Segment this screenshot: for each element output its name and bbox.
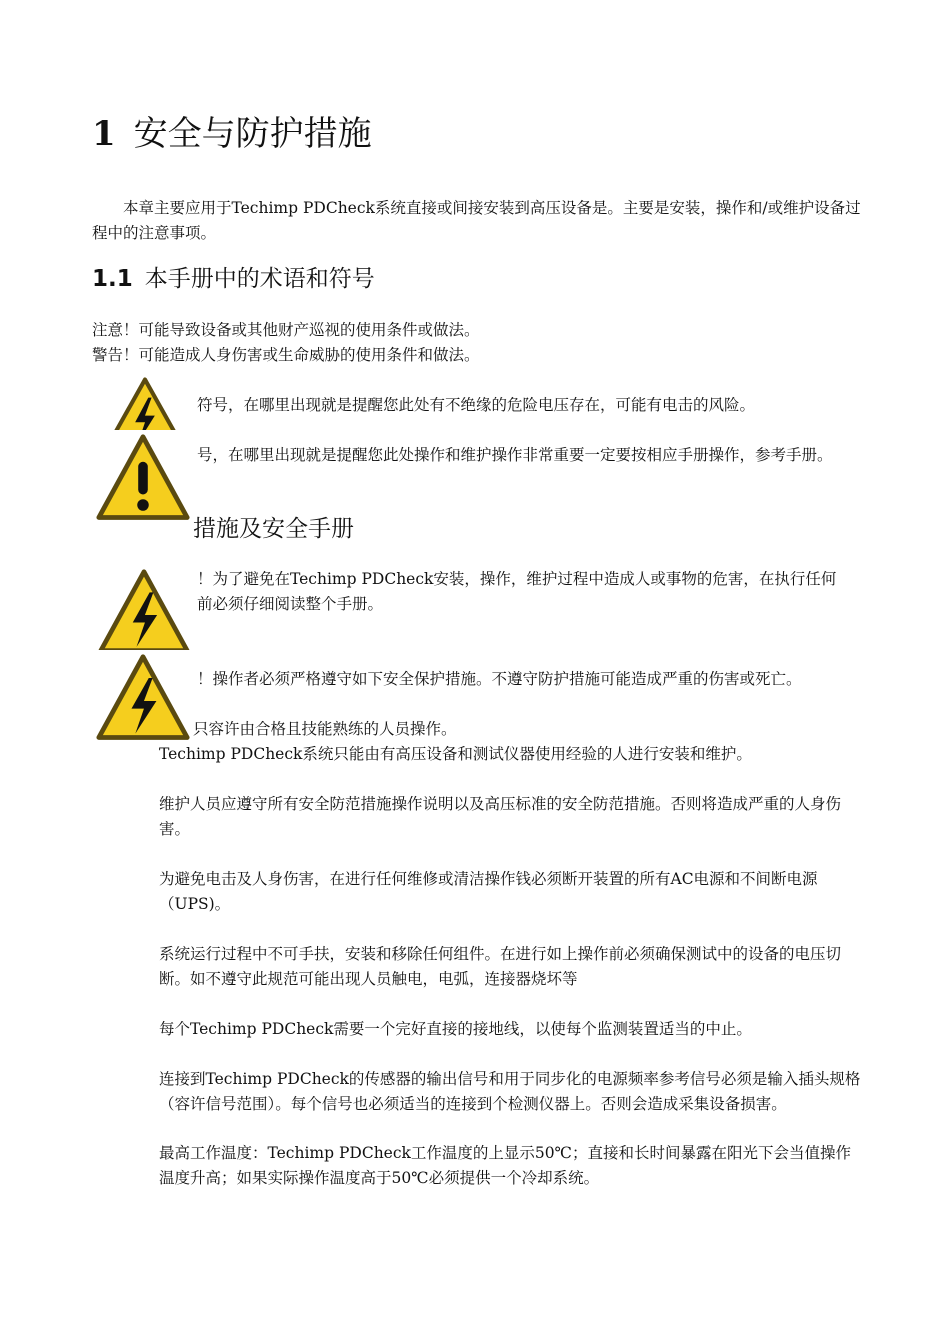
chapter-title [92, 106, 372, 155]
safety-paragraph-2: 维护人员应遵守所有安全防范措施操作说明以及高压标准的安全防范措施。否则将造成严重的人身伤害。 [159, 795, 842, 838]
high-voltage-warning-icon [97, 568, 191, 650]
attention-symbol-text: 号，在哪里出现就是提醒您此处操作和维护操作非常重要一定要按相应手册操作，参考手册。 [197, 446, 833, 464]
high-voltage-warning-icon [95, 652, 191, 750]
safety-paragraph-4: 系统运行过程中不可手扶，安装和移除任何组件。在进行如上操作前必须确保测试中的设备的电压切断。如不遵守此规范可能出现人员触电，电弧，连接器烧坏等 [159, 945, 842, 988]
high-voltage-warning-icon [104, 374, 186, 430]
safety-paragraph-6: 连接到Techimp PDCheck的传感器的输出信号和用于同步化的电源频率参考信号必须是输入插头规格（容许信号范围）。每个信号也必须适当的连接到个检测仪器上。否则会造成采集设备损害。 [159, 1070, 861, 1113]
section-heading-1-1 [92, 260, 375, 293]
section-heading-1-2 [193, 510, 354, 543]
qualified-personnel-text: 只容许由合格且技能熟练的人员操作。 [193, 720, 457, 738]
chapter-number: 1 [92, 114, 116, 154]
warning-read-manual-line2: 前必须仔细阅读整个手册。 [197, 595, 384, 613]
chapter-intro: 本章主要应用于Techimp PDCheck系统直接或间接安装到高压设备是。主要是安装，操作和/或维护设备过程中的注意事项。 [92, 199, 861, 242]
section-title: 措施及安全手册 [193, 516, 354, 542]
section-number: 1.1 [92, 266, 133, 292]
safety-paragraph-7: 最高工作温度：Techimp PDCheck工作温度的上显示50℃；直接和长时间暴露在阳光下会当值操作温度升高；如果实际操作温度高于50℃必须提供一个冷却系统。 [159, 1144, 851, 1187]
section-title: 本手册中的术语和符号 [144, 266, 375, 292]
safety-paragraph-3: 为避免电击及人身伤害，在进行任何维修或清洁操作钱必须断开装置的所有AC电源和不间断电源（UPS)。 [159, 870, 818, 913]
warning-safety-measures: ！操作者必须严格遵守如下安全保护措施。不遵守防护措施可能造成严重的伤害或死亡。 [197, 670, 802, 688]
chapter-title-text: 安全与防护措施 [133, 114, 372, 154]
voltage-symbol-text: 符号，在哪里出现就是提醒您此处有不绝缘的危险电压存在，可能有电击的风险。 [197, 396, 756, 414]
safety-paragraph-5: 每个Techimp PDCheck需要一个完好直接的接地线，以使每个监测装置适当的中止。 [159, 1020, 752, 1038]
safety-paragraph-1: Techimp PDCheck系统只能由有高压设备和测试仪器使用经验的人进行安装和维护。 [159, 745, 752, 763]
exclamation-warning-icon [95, 432, 191, 530]
notice-definition: 注意！可能导致设备或其他财产巡视的使用条件或做法。 [92, 321, 480, 339]
warning-read-manual-line1: ！为了避免在Techimp PDCheck安装，操作，维护过程中造成人或事物的危害，在执行任何 [197, 570, 837, 588]
warning-definition: 警告！可能造成人身伤害或生命威胁的使用条件和做法。 [92, 346, 480, 364]
